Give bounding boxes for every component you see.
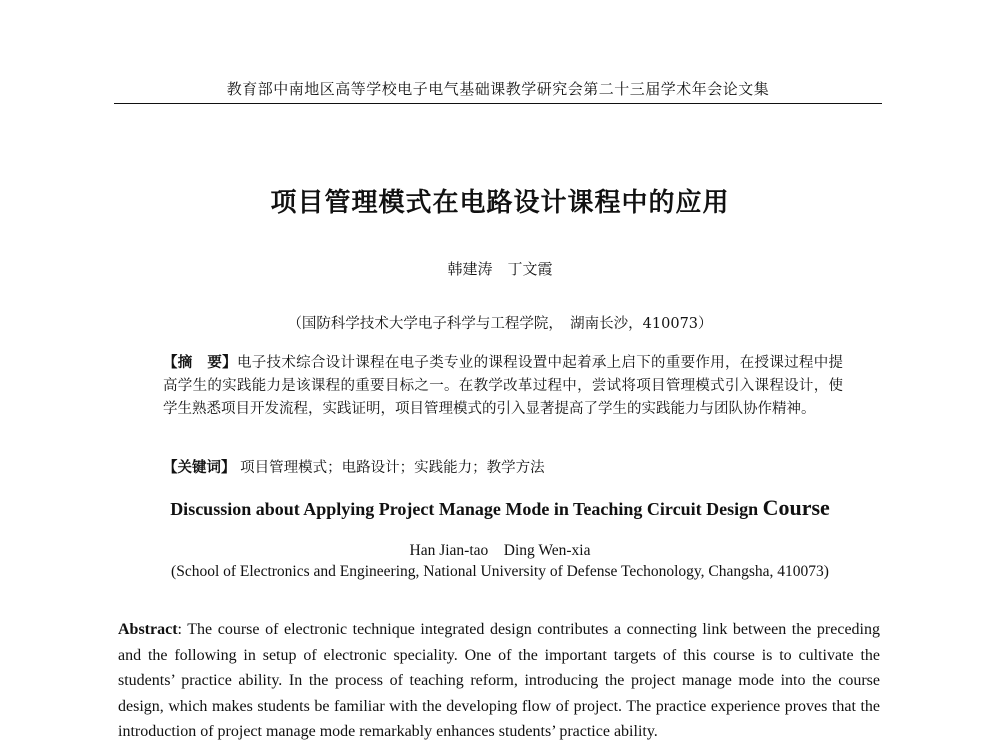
title-en-last: Course — [762, 495, 830, 520]
authors-cn: 韩建涛 丁文霞 — [447, 260, 553, 278]
abstract-cn-label: 【摘 要】 — [163, 355, 237, 371]
keywords-cn-text: 项目管理模式；电路设计；实践能力；教学方法 — [240, 460, 545, 476]
abstract-en-text: : The course of electronic technique integrated design contributes a connecting link between the preceding and the following in setup of electronic speciality. One of the important targets of this course is to cultivate the students’ practice ability. In the process of teaching reform, introducing the project manage mode into the course design, which makes students be familiar with the developing flow of project. The practice experience proves that the introduction of project manage mode remarkably enhances students’ practice ability. — [118, 621, 880, 740]
proceedings-header: 教育部中南地区高等学校电子电气基础课教学研究会第二十三届学术年会论文集 — [114, 78, 882, 104]
keywords-cn-label: 【关键词】 — [163, 460, 236, 476]
keywords-cn — [163, 456, 843, 477]
abstract-en-label: Abstract — [118, 621, 178, 638]
paper-title-cn: 项目管理模式在电路设计课程中的应用 — [270, 188, 730, 218]
abstract-cn-text: 电子技术综合设计课程在电子类专业的课程设置中起着承上启下的重要作用，在授课过程中提高学生的实践能力是该课程的重要目标之一。在教学改革过程中，尝试将项目管理模式引入课程设计，使学生熟悉项目开发流程，实践证明，项目管理模式的引入显著提高了学生的实践能力与团队协作精神。 — [163, 355, 844, 417]
title-en-main: Discussion about Applying Project Manage Mode in Teaching Circuit Design — [170, 499, 763, 519]
paper-title-en — [0, 495, 1000, 521]
abstract-en — [118, 617, 880, 745]
abstract-cn — [163, 352, 843, 421]
affiliation-en: (School of Electronics and Engineering, National University of Defense Techonology, Changsha, 410073) — [171, 563, 829, 580]
affiliation-cn: （国防科学技术大学电子科学与工程学院， 湖南长沙，410073） — [287, 316, 713, 332]
authors-en: Han Jian-tao Ding Wen-xia — [409, 542, 591, 559]
